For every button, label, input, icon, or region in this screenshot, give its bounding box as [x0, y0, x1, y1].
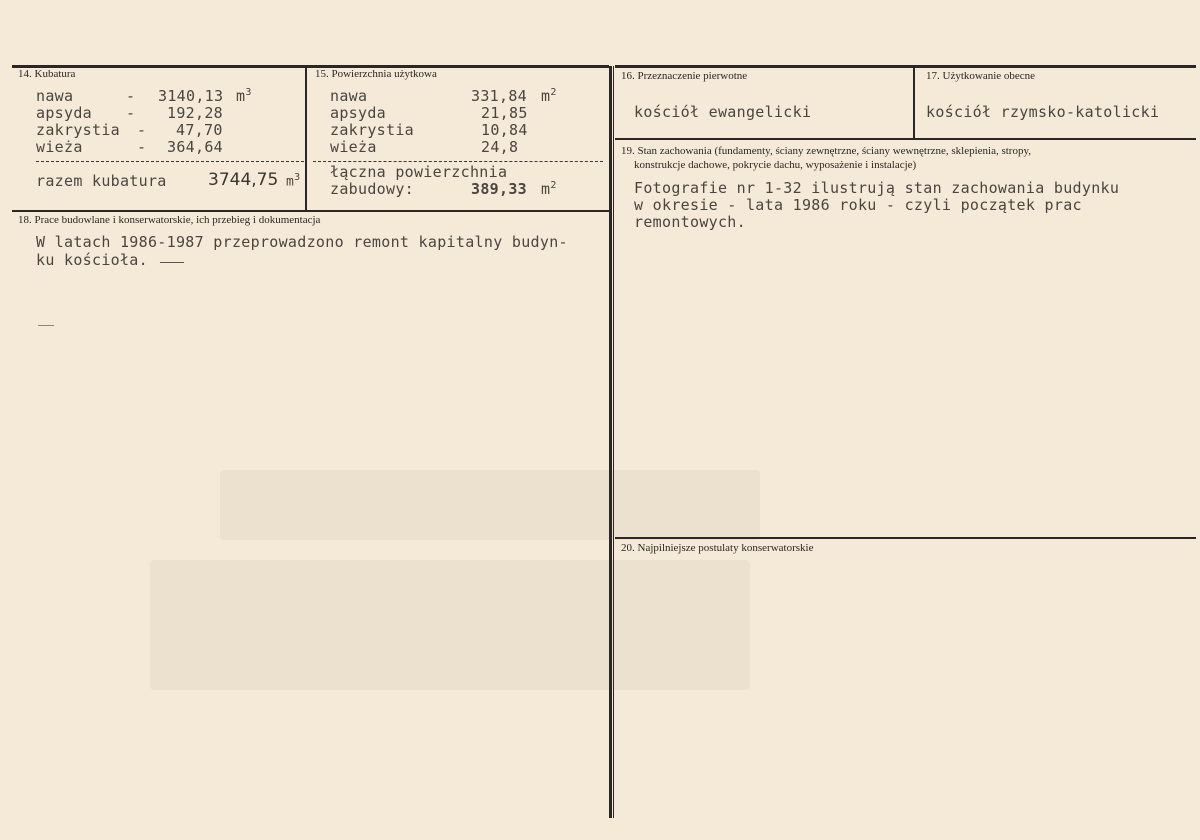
powierzchnia-row-name: wieża [330, 138, 377, 156]
rule-box18-top [12, 210, 609, 212]
kubatura-row-sep: - [137, 138, 147, 156]
top-rule-left [12, 65, 609, 68]
powierzchnia-row-value: 24,8 [481, 138, 519, 156]
kubatura-row-value: 364,64 [167, 138, 223, 156]
powierzchnia-row-name: apsyda [330, 104, 386, 122]
powierzchnia-total-value: 389,33 [471, 180, 527, 198]
kubatura-total-unit: $m^3$ [286, 172, 301, 190]
kubatura-row-name: nawa [36, 87, 74, 105]
box20-label: 20. Najpilniejsze postulaty konserwatorskie [621, 542, 814, 554]
powierzchnia-total-unit: $m^2$ [541, 180, 557, 198]
kubatura-row-value: 3140,13 [158, 87, 224, 105]
kubatura-total-label: razem kubatura [36, 172, 167, 190]
kubatura-row-name: apsyda [36, 104, 92, 122]
bleed-through-mark [150, 560, 750, 690]
divider-16-17 [913, 66, 915, 139]
box15-label: 15. Powierzchnia użytkowa [315, 68, 437, 80]
box19-label-1: 19. Stan zachowania (fundamenty, ściany zewnętrzne, ściany wewnętrzne, sklepienia, stropy, [621, 145, 1032, 157]
kubatura-row-sep: - [126, 87, 136, 105]
powierzchnia-total-label-2: zabudowy: [330, 180, 414, 198]
kubatura-row-sep: - [126, 104, 136, 122]
kubatura-total-value: 3744,75 [208, 170, 279, 190]
powierzchnia-row-unit: $m^2$ [541, 87, 557, 105]
kubatura-row-sep: - [137, 121, 147, 139]
kubatura-row-value: 192,28 [167, 104, 223, 122]
works-line-1: W latach 1986-1987 przeprowadzono remont kapitalny budyn- [36, 233, 568, 251]
powierzchnia-row-value: 10,84 [481, 121, 528, 139]
powierzchnia-row-name: nawa [330, 87, 368, 105]
top-rule-right [615, 65, 1196, 68]
kubatura-row-name: wieża [36, 138, 83, 156]
current-use-value: kościół rzymsko-katolicki [926, 103, 1160, 121]
box16-label: 16. Przeznaczenie pierwotne [621, 70, 748, 82]
box19-label-2: konstrukcje dachowe, pokrycie dachu, wyposażenie i instalacje) [634, 159, 917, 171]
original-purpose-value: kościół ewangelicki [634, 103, 812, 121]
box14-sum-line [36, 161, 304, 162]
stray-mark [38, 325, 54, 326]
powierzchnia-row-name: zakrystia [330, 121, 414, 139]
kubatura-row-name: zakrystia [36, 121, 120, 139]
box14-label: 14. Kubatura [18, 68, 76, 80]
bleed-through-mark [220, 470, 760, 540]
condition-line-1: Fotografie nr 1-32 ilustrują stan zachowania budynku [634, 179, 1120, 197]
rule-box19-top [615, 138, 1196, 140]
rule-box20-top [615, 537, 1196, 539]
kubatura-row-unit: $m^3$ [236, 87, 252, 105]
center-divider-inner [613, 66, 614, 818]
center-divider [609, 66, 612, 818]
works-line-2: ku kościoła. [36, 251, 148, 269]
powierzchnia-row-value: 331,84 [471, 87, 527, 105]
kubatura-row-value: 47,70 [176, 121, 223, 139]
condition-line-2: w okresie - lata 1986 roku - czyli początek prac [634, 196, 1082, 214]
closing-dash [160, 262, 184, 263]
box15-sum-line [313, 161, 603, 162]
condition-line-3: remontowych. [634, 213, 746, 231]
box17-label: 17. Użytkowanie obecne [926, 70, 1036, 82]
powierzchnia-row-value: 21,85 [481, 104, 528, 122]
powierzchnia-total-label-1: łączna powierzchnia [330, 163, 508, 181]
divider-14-15 [305, 66, 307, 212]
box18-label: 18. Prace budowlane i konserwatorskie, ich przebieg i dokumentacja [18, 214, 321, 226]
